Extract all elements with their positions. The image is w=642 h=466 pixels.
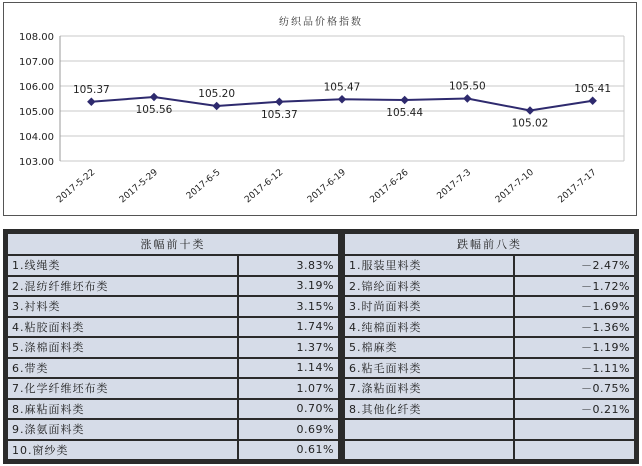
category-change: －1.11%: [515, 359, 634, 378]
category-name: 4.粘胶面料类: [8, 318, 237, 337]
data-label: 105.50: [448, 80, 486, 93]
y-tick-label: 107.00: [19, 57, 54, 68]
data-label: 105.20: [198, 88, 236, 100]
data-label: 105.44: [386, 107, 424, 119]
data-label: 105.02: [511, 117, 549, 130]
data-label: 105.56: [135, 104, 173, 116]
y-tick-label: 103.00: [19, 157, 54, 168]
table-row: [8, 297, 338, 316]
category-change: －1.19%: [515, 338, 634, 357]
x-tick-label: 2017-7-17: [556, 167, 599, 206]
y-tick-label: 108.00: [19, 32, 54, 43]
category-name: 8.麻粘面料类: [8, 400, 237, 419]
data-label: 105.47: [323, 81, 361, 94]
x-tick-label: 2017-6-5: [184, 167, 223, 202]
table-row: [8, 277, 338, 296]
data-point: [212, 102, 220, 110]
falling-table: [343, 232, 636, 461]
category-name: 2.锦纶面料类: [345, 277, 513, 296]
data-point: [275, 98, 283, 106]
table-row: [345, 400, 634, 419]
category-name: 2.混纺纤维坯布类: [8, 277, 237, 296]
empty-cell: [515, 420, 634, 439]
empty-cell: [515, 441, 634, 460]
y-tick-label: 104.00: [19, 132, 54, 143]
x-tick-label: 2017-6-12: [243, 167, 286, 206]
category-tables: [3, 229, 639, 464]
data-point: [150, 93, 158, 101]
data-labels: [73, 81, 611, 130]
data-point: [400, 96, 408, 104]
category-change: 1.74%: [239, 318, 338, 337]
table-row: [345, 338, 634, 357]
data-point: [588, 97, 596, 105]
chart-title: 纺织品价格指数: [279, 17, 363, 28]
x-tick-label: 2017-5-29: [117, 167, 160, 206]
category-name: 7.涤粘面料类: [345, 379, 513, 398]
table-row: [8, 338, 338, 357]
rising-table: [6, 232, 340, 461]
category-change: －1.36%: [515, 318, 634, 337]
rising-table-header: 涨幅前十类: [8, 234, 338, 254]
category-name: 6.粘毛面料类: [345, 359, 513, 378]
category-name: 7.化学纤维坯布类: [8, 379, 237, 398]
category-change: －1.72%: [515, 277, 634, 296]
category-change: －1.69%: [515, 297, 634, 316]
category-name: 1.服装里料类: [345, 256, 513, 275]
table-row: [8, 359, 338, 378]
x-tick-label: 2017-7-10: [493, 167, 536, 206]
table-row: [345, 318, 634, 337]
table-row: [8, 420, 338, 439]
table-row: [345, 441, 634, 460]
category-name: 10.窗纱类: [8, 441, 237, 460]
category-change: 1.07%: [239, 379, 338, 398]
data-label: 105.37: [260, 108, 298, 121]
category-change: －0.21%: [515, 400, 634, 419]
category-name: 3.时尚面料类: [345, 297, 513, 316]
category-change: 0.61%: [239, 441, 338, 460]
falling-table-header: 跌幅前八类: [345, 234, 634, 254]
category-name: 3.衬料类: [8, 297, 237, 316]
table-row: [345, 420, 634, 439]
chart-panel: [3, 2, 637, 216]
table-row: [8, 441, 338, 460]
category-change: 1.37%: [239, 338, 338, 357]
x-tick-label: 2017-5-22: [55, 167, 98, 206]
category-name: 5.涤棉面料类: [8, 338, 237, 357]
y-axis-ticks: [19, 32, 54, 168]
table-row: [345, 256, 634, 275]
table-row: [8, 256, 338, 275]
category-name: 5.棉麻类: [345, 338, 513, 357]
x-tick-label: 2017-6-26: [368, 167, 411, 206]
data-point: [87, 98, 95, 106]
table-row: [345, 297, 634, 316]
category-name: 4.纯棉面料类: [345, 318, 513, 337]
empty-cell: [345, 441, 513, 460]
x-axis-ticks: [55, 167, 598, 205]
category-name: 6.带类: [8, 359, 237, 378]
category-change: －0.75%: [515, 379, 634, 398]
empty-cell: [345, 420, 513, 439]
y-tick-label: 106.00: [19, 82, 54, 93]
category-change: 0.69%: [239, 420, 338, 439]
category-change: 3.15%: [239, 297, 338, 316]
table-row: [345, 379, 634, 398]
category-change: 0.70%: [239, 400, 338, 419]
data-label: 105.37: [72, 83, 110, 96]
line-chart: [4, 3, 638, 217]
category-name: 8.其他化纤类: [345, 400, 513, 419]
table-row: [8, 318, 338, 337]
data-point: [463, 94, 471, 102]
category-change: 1.14%: [239, 359, 338, 378]
x-tick-label: 2017-7-3: [435, 167, 474, 202]
category-change: 3.19%: [239, 277, 338, 296]
category-change: 3.83%: [239, 256, 338, 275]
data-point: [338, 95, 346, 103]
x-tick-label: 2017-6-19: [305, 167, 348, 206]
data-label: 105.41: [574, 82, 612, 95]
table-row: [345, 359, 634, 378]
category-name: 9.涤氨面料类: [8, 420, 237, 439]
category-change: －2.47%: [515, 256, 634, 275]
table-row: [345, 277, 634, 296]
data-point: [526, 106, 534, 114]
y-tick-label: 105.00: [19, 107, 54, 118]
category-name: 1.线绳类: [8, 256, 237, 275]
table-row: [8, 400, 338, 419]
table-row: [8, 379, 338, 398]
